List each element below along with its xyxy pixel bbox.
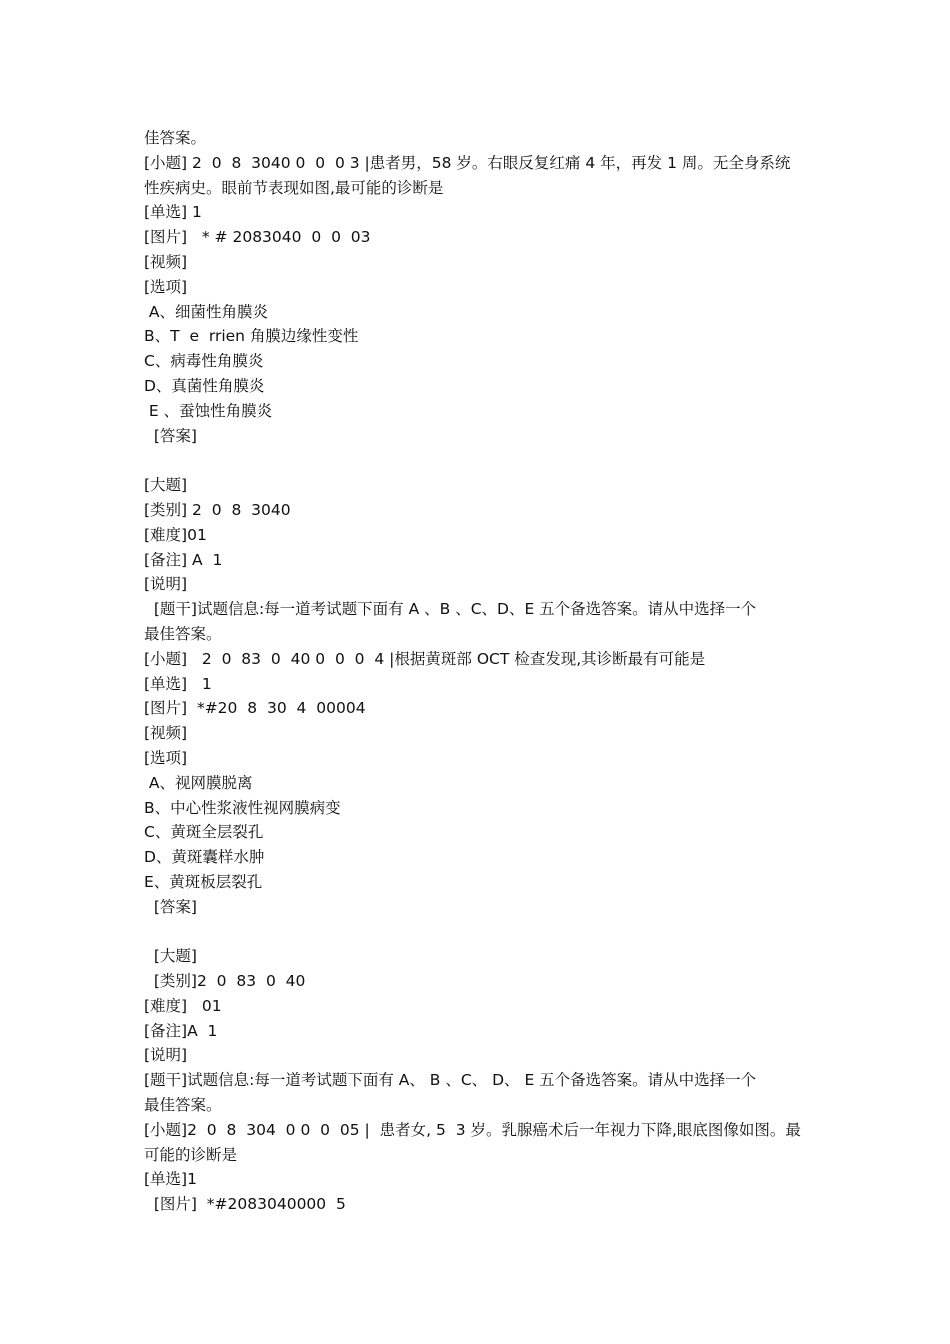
video-line: [视频] (144, 252, 188, 271)
description-line: [说明] (144, 575, 188, 594)
section-header: [大题] (144, 476, 188, 495)
text-line: 性疾病史。眼前节表现如图,最可能的诊断是 (144, 178, 444, 197)
question-type-line: [单选] 1 (144, 203, 202, 222)
question-stem-line: [小题]2 0 8 304 0 0 0 05 | 患者女, 5 3 岁。乳腺癌术后一年视力下降,眼底图像如图。最 (144, 1120, 801, 1139)
section-header: [大题] (144, 947, 197, 966)
option-c: C、病毒性角膜炎 (144, 352, 264, 371)
options-header: [选项] (144, 277, 188, 296)
option-d: D、真菌性角膜炎 (144, 376, 265, 395)
text-line: 最佳答案。 (144, 624, 222, 643)
image-reference-line: [图片] * # 2083040 0 0 03 (144, 228, 371, 247)
option-b: B、T e rrien 角膜边缘性变性 (144, 327, 359, 346)
category-line: [类别]2 0 83 0 40 (144, 972, 306, 991)
note-line: [备注] A 1 (144, 550, 223, 569)
text-line: 最佳答案。 (144, 1096, 222, 1115)
difficulty-line: [难度]01 (144, 525, 207, 544)
video-line: [视频] (144, 724, 188, 743)
answer-line: [答案] (144, 897, 197, 916)
option-e: E 、蚕蚀性角膜炎 (144, 401, 273, 420)
question-stem-line: [小题] 2 0 83 0 40 0 0 0 4 |根据黄斑部 OCT 检查发现,其诊断最有可能是 (144, 649, 706, 668)
note-line: [备注]A 1 (144, 1021, 218, 1040)
image-reference-line: [图片] *#2083040000 5 (144, 1195, 346, 1214)
option-b: B、中心性浆液性视网膜病变 (144, 798, 341, 817)
option-a: A、细菌性角膜炎 (144, 302, 269, 321)
answer-line: [答案] (144, 426, 197, 445)
question-stem-line: [小题] 2 0 8 3040 0 0 0 3 |患者男，58 岁。右眼反复红痛 4 年，再发 1 周。无全身系统 (144, 153, 791, 172)
blank-line (144, 920, 814, 945)
image-reference-line: [图片] *#20 8 30 4 00004 (144, 699, 366, 718)
category-line: [类别] 2 0 8 3040 (144, 500, 291, 519)
document-page (144, 126, 814, 1217)
description-line: [说明] (144, 1046, 188, 1065)
option-d: D、黄斑囊样水肿 (144, 848, 265, 867)
option-a: A、视网膜脱离 (144, 773, 253, 792)
option-e: E、黄斑板层裂孔 (144, 872, 263, 891)
options-header: [选项] (144, 748, 188, 767)
option-c: C、黄斑全层裂孔 (144, 823, 264, 842)
blank-line (144, 448, 814, 473)
text-line: 可能的诊断是 (144, 1145, 238, 1164)
text-line: 佳答案。 (144, 129, 207, 147)
question-type-line: [单选]1 (144, 1170, 197, 1189)
difficulty-line: [难度] 01 (144, 996, 222, 1015)
instruction-line: [题干]试题信息:每一道考试题下面有 A 、B 、C、D、E 五个备选答案。请从中选择一个 (144, 600, 757, 619)
instruction-line: [题干]试题信息:每一道考试题下面有 A、 B 、C、 D、 E 五个备选答案。请从中选择一个 (144, 1071, 757, 1090)
question-type-line: [单选] 1 (144, 674, 212, 693)
